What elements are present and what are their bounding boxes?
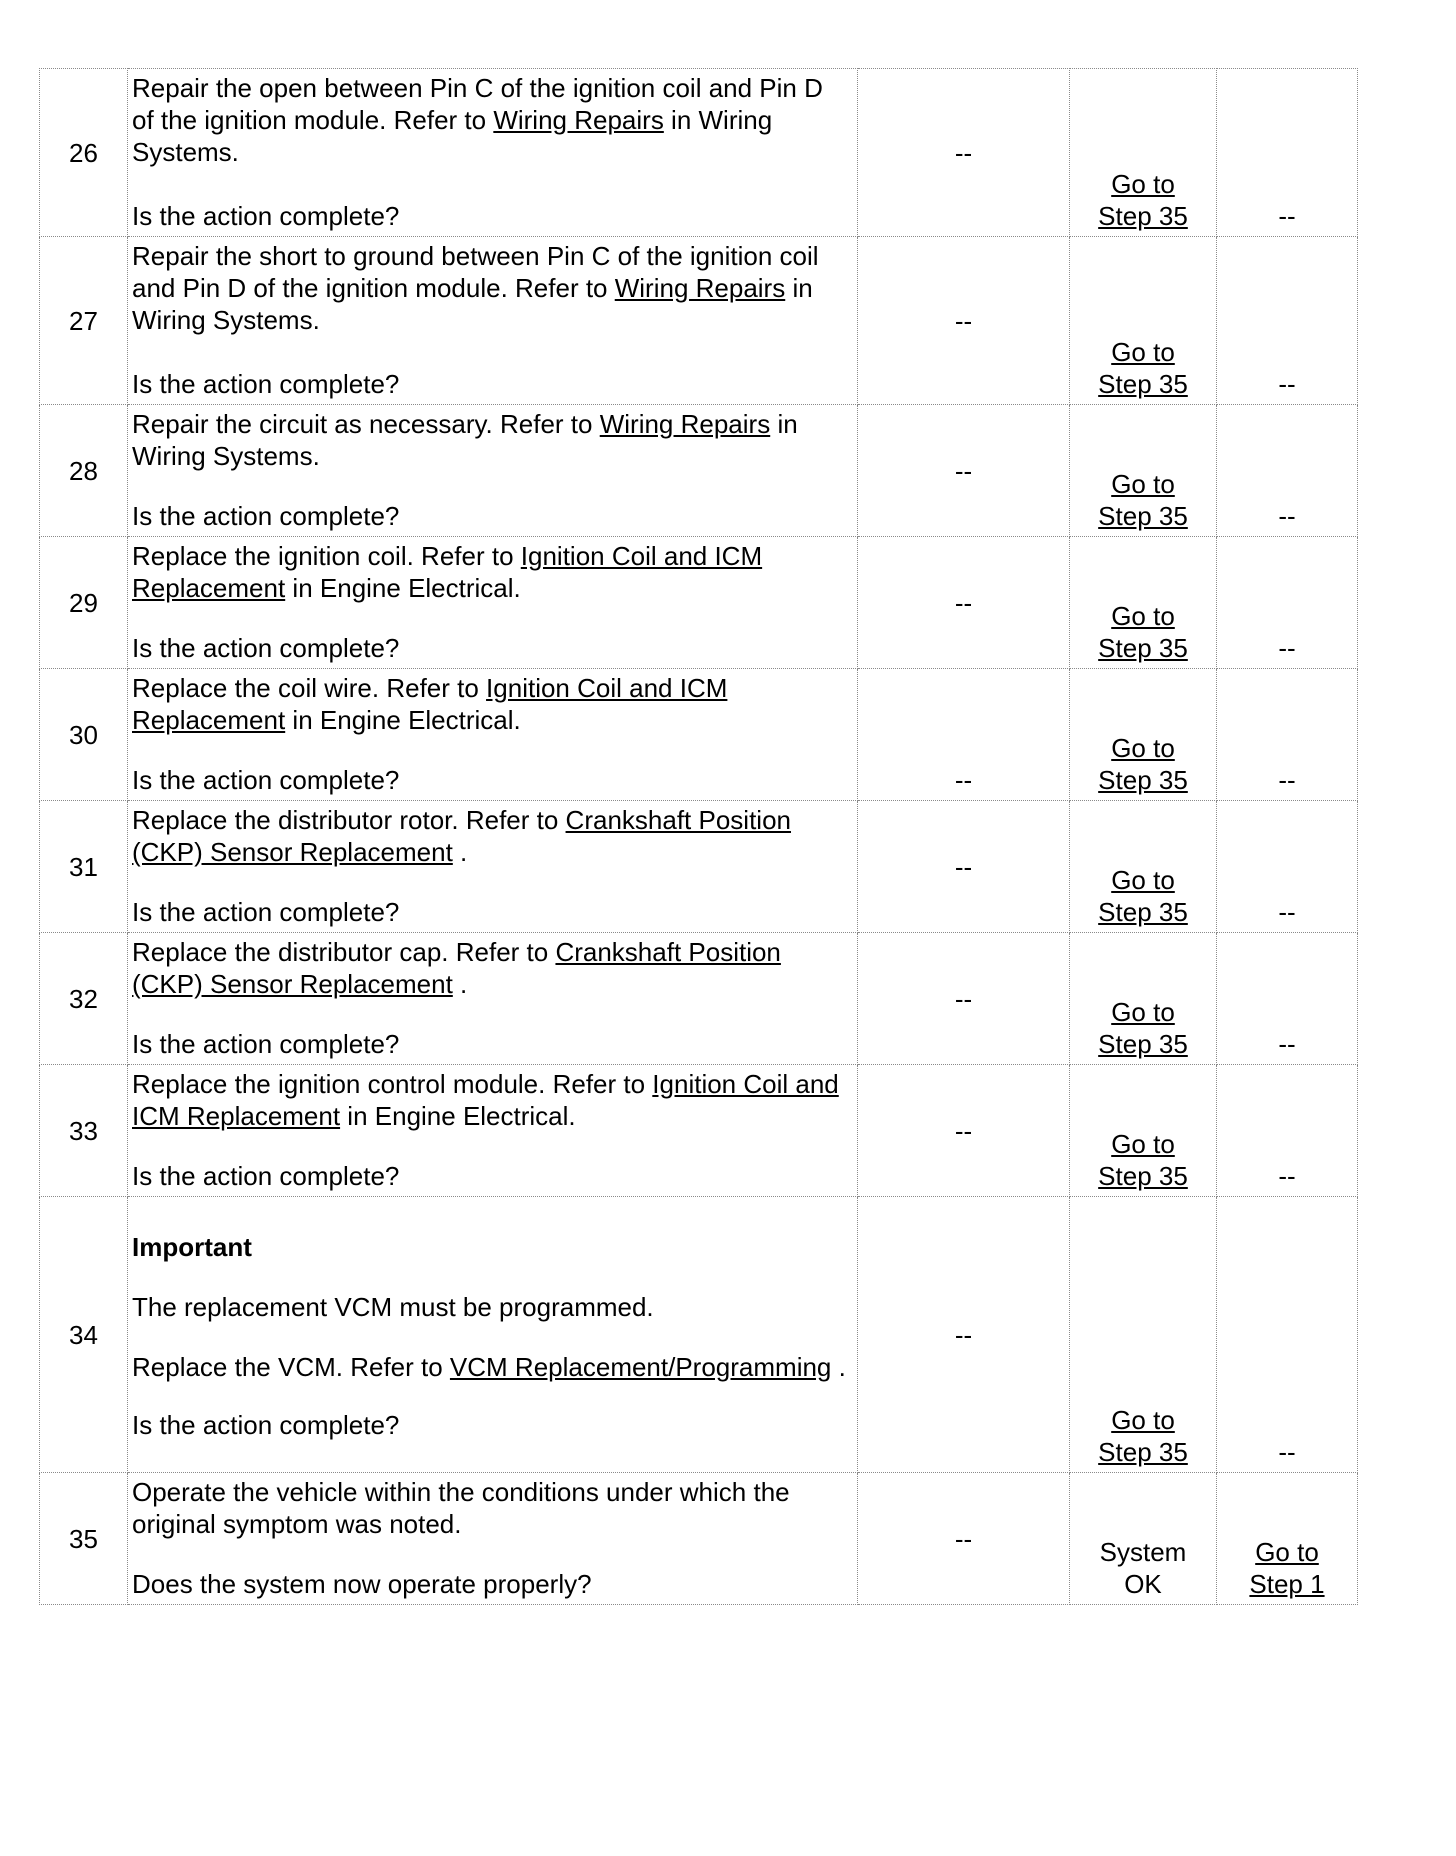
action-cell [128,669,858,801]
question-text: Is the action complete? [132,1029,400,1059]
question-text: Is the action complete? [132,765,400,795]
action-text: Repair the short to ground between Pin C of the ignition coil and Pin D of the ignition module. Refer to [132,241,819,303]
go-to-step-35-link[interactable] [1070,1404,1216,1468]
yes-cell [1070,1473,1217,1605]
action-text-suffix: . [831,1352,846,1382]
step-number: 30 [40,669,128,801]
yes-link-line1: Go to [1111,469,1175,499]
action-text-suffix: in Engine Electrical. [285,705,521,735]
wiring-repairs-link[interactable]: Wiring Repairs [614,273,786,303]
yes-link-line2: Step 35 [1098,765,1188,795]
action-text: Repair the open between Pin C of the ignition coil and Pin D of the ignition module. Refer to [132,73,823,135]
diagnostic-table-body [40,69,1358,1605]
action-text: Operate the vehicle within the conditions under which the original symptom was noted. [132,1477,790,1539]
yes-link-line2: Step 35 [1098,201,1188,231]
value-cell: -- [858,1473,1070,1605]
yes-cell [1070,669,1217,801]
value-cell: -- [858,69,1070,237]
value-cell: -- [858,537,1070,669]
action-text-suffix: . [452,969,468,999]
system-ok-line2: OK [1124,1569,1162,1599]
table-row [40,1197,1358,1473]
action-cell [128,237,858,405]
action-text: Replace the distributor cap. Refer to [132,937,556,967]
step-number: 29 [40,537,128,669]
ckp-sensor-replacement-link[interactable]: Crankshaft Position (CKP) Sensor Replacement [132,937,781,999]
yes-cell [1070,537,1217,669]
yes-link-line2: Step 35 [1098,897,1188,927]
yes-link-line1: Go to [1111,169,1175,199]
table-row [40,405,1358,537]
question-text: Is the action complete? [132,369,400,399]
yes-link-line1: Go to [1111,865,1175,895]
go-to-step-35-link[interactable] [1070,864,1216,928]
yes-cell [1070,933,1217,1065]
go-to-step-1-link[interactable] [1217,1536,1357,1600]
yes-link-line1: Go to [1111,733,1175,763]
question-text: Is the action complete? [132,1410,400,1440]
table-row [40,669,1358,801]
yes-link-line2: Step 35 [1098,633,1188,663]
step-number: 33 [40,1065,128,1197]
value-cell: -- [858,1197,1070,1473]
question-text: Is the action complete? [132,501,400,531]
ckp-sensor-replacement-link[interactable]: Crankshaft Position (CKP) Sensor Replacement [132,805,791,867]
action-cell [128,537,858,669]
table-row [40,933,1358,1065]
go-to-step-35-link[interactable] [1070,732,1216,796]
ignition-coil-icm-replacement-link[interactable]: Ignition Coil and ICM Replacement [132,1069,839,1131]
action-cell [128,1065,858,1197]
important-note: The replacement VCM must be programmed. [132,1292,654,1322]
ignition-coil-icm-replacement-link[interactable]: Ignition Coil and ICM Replacement [132,673,728,735]
action-cell [128,933,858,1065]
wiring-repairs-link[interactable]: Wiring Repairs [599,409,771,439]
step-number: 34 [40,1197,128,1473]
action-cell [128,1473,858,1605]
action-text-suffix: in Wiring Systems. [132,105,773,167]
value-cell: -- [858,801,1070,933]
step-number: 27 [40,237,128,405]
action-text-suffix: . [452,837,468,867]
no-cell: -- [1217,933,1358,1065]
yes-link-line1: Go to [1111,1129,1175,1159]
question-text: Does the system now operate properly? [132,1569,592,1599]
no-cell [1217,1473,1358,1605]
no-cell: -- [1217,1197,1358,1473]
table-row [40,69,1358,237]
yes-link-line1: Go to [1111,601,1175,631]
no-cell: -- [1217,69,1358,237]
value-cell: -- [858,1065,1070,1197]
vcm-replacement-programming-link[interactable]: VCM Replacement/Programming [449,1352,832,1382]
value-cell: -- [858,405,1070,537]
action-cell [128,405,858,537]
action-text-suffix: in Wiring Systems. [132,273,813,335]
value-cell: -- [858,669,1070,801]
go-to-step-35-link[interactable] [1070,336,1216,400]
step-number: 35 [40,1473,128,1605]
action-text: Replace the ignition control module. Refer to [132,1069,653,1099]
question-text: Is the action complete? [132,1161,400,1191]
step-number: 28 [40,405,128,537]
action-text: Replace the distributor rotor. Refer to [132,805,566,835]
yes-cell [1070,405,1217,537]
system-ok-line1: System [1099,1537,1187,1567]
action-text: Repair the circuit as necessary. Refer to [132,409,600,439]
table-row [40,801,1358,933]
yes-cell [1070,801,1217,933]
table-row [40,237,1358,405]
wiring-repairs-link[interactable]: Wiring Repairs [493,105,664,135]
go-to-step-35-link[interactable] [1070,168,1216,232]
important-heading: Important [132,1232,252,1262]
question-text: Is the action complete? [132,897,400,927]
go-to-step-35-link[interactable] [1070,600,1216,664]
yes-cell [1070,1197,1217,1473]
action-text-suffix: in Engine Electrical. [340,1101,576,1131]
yes-link-line1: Go to [1111,997,1175,1027]
yes-cell [1070,69,1217,237]
action-text-suffix: in Engine Electrical. [285,573,521,603]
diagnostic-table-container [39,68,1357,1605]
no-cell: -- [1217,801,1358,933]
go-to-step-35-link[interactable] [1070,1128,1216,1192]
yes-link-line2: Step 35 [1098,1161,1188,1191]
no-cell: -- [1217,537,1358,669]
yes-cell [1070,237,1217,405]
value-cell: -- [858,933,1070,1065]
table-row [40,1473,1358,1605]
action-text: Replace the ignition coil. Refer to [132,541,521,571]
go-to-step-35-link[interactable] [1070,996,1216,1060]
ignition-coil-icm-replacement-link[interactable]: Ignition Coil and ICM Replacement [132,541,763,603]
table-row [40,1065,1358,1197]
no-cell: -- [1217,669,1358,801]
go-to-step-35-link[interactable] [1070,468,1216,532]
action-cell [128,1197,858,1473]
no-cell: -- [1217,1065,1358,1197]
step-number: 32 [40,933,128,1065]
yes-link-line2: Step 35 [1098,501,1188,531]
step-number: 26 [40,69,128,237]
yes-link-line2: Step 35 [1098,369,1188,399]
action-cell [128,69,858,237]
system-ok-text [1070,1536,1216,1600]
action-text: Replace the VCM. Refer to [132,1352,450,1382]
action-cell [128,801,858,933]
yes-link-line1: Go to [1111,337,1175,367]
diagnostic-table [39,68,1358,1605]
table-row [40,537,1358,669]
yes-cell [1070,1065,1217,1197]
no-link-line2: Step 1 [1249,1569,1325,1599]
question-text: Is the action complete? [132,633,400,663]
no-cell: -- [1217,237,1358,405]
no-cell: -- [1217,405,1358,537]
question-text: Is the action complete? [132,201,400,231]
yes-link-line2: Step 35 [1098,1029,1188,1059]
no-link-line1: Go to [1255,1537,1319,1567]
step-number: 31 [40,801,128,933]
action-text-suffix: in Wiring Systems. [132,409,798,471]
yes-link-line1: Go to [1111,1405,1175,1435]
action-text: Replace the coil wire. Refer to [132,673,487,703]
yes-link-line2: Step 35 [1098,1437,1188,1467]
value-cell: -- [858,237,1070,405]
